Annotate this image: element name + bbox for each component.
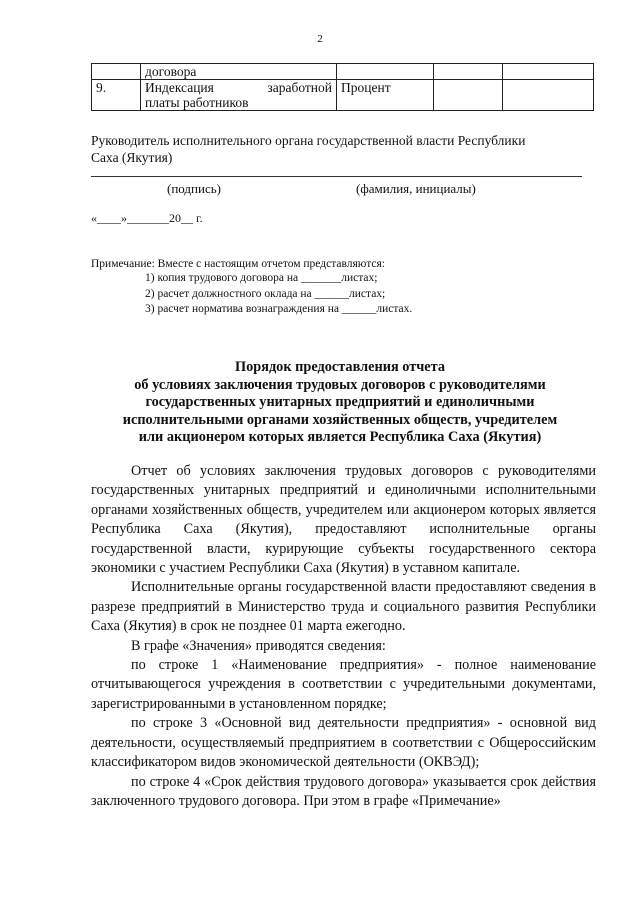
- list-item: 1) копия трудового договора на _______листах;: [145, 272, 378, 284]
- paragraph: по строке 1 «Наименование предприятия» - полное наименование отчитывающегося учреждения в соответствии с учредительными документами, зарегистрированными в установленном порядке;: [91, 657, 596, 712]
- table-cell: договора: [141, 64, 337, 80]
- section-title: Порядок предоставления отчета об условиях заключения трудовых договоров с руководителями государственных унитарных предприятий и единоличными исполнительными органами хозяйственных обществ, учредителем или акционером которых является Республика Саха (Якутия): [122, 359, 558, 445]
- body-text: [91, 462, 596, 811]
- signature-line: [91, 176, 582, 177]
- signature-label: (подпись): [167, 181, 221, 196]
- table-cell: [92, 64, 141, 80]
- list-item: 2) расчет должностного оклада на ______листах;: [145, 287, 386, 300]
- table-cell-unit: Процент: [337, 80, 434, 111]
- table-row: [92, 64, 594, 80]
- table-cell: [503, 80, 594, 111]
- indicators-table: [91, 63, 594, 111]
- indicator-line-1: Индексация заработной: [145, 80, 332, 95]
- list-item: 3) расчет норматива вознаграждения на ______листах.: [145, 303, 413, 315]
- paragraph: Исполнительные органы государственной власти предоставляют сведения в разрезе предприятий в Министерство труда и социального развития Республики Саха (Якутия) в срок не позднее 01 марта ежегодно.: [91, 579, 596, 635]
- note-heading: Примечание: Вместе с настоящим отчетом представляются:: [91, 258, 385, 270]
- indicator-line-2: платы работников: [145, 95, 249, 110]
- paragraph: по строке 4 «Срок действия трудового договора» указывается срок действия заключенного трудового договора. При этом в графе «Примечание»: [91, 773, 596, 809]
- table-cell-number: 9.: [92, 80, 141, 111]
- name-label: (фамилия, инициалы): [356, 181, 476, 196]
- paragraph: В графе «Значения» приводятся сведения:: [131, 637, 386, 654]
- table-cell: [434, 80, 503, 111]
- note-list: [145, 271, 412, 318]
- table-cell: [434, 64, 503, 80]
- signatory-position: Руководитель исполнительного органа государственной власти Республики Саха (Якутия): [91, 133, 526, 165]
- table-cell: [337, 64, 434, 80]
- paragraph: по строке 3 «Основной вид деятельности предприятия» - основной вид деятельности, осуществляемый предприятием в соответствии с Общероссийским классификатором видов экономической деятельности (ОКВЭД);: [91, 715, 596, 771]
- date-field: «____»_______20__ г.: [91, 211, 203, 225]
- table-cell: [503, 64, 594, 80]
- table-cell-indicator: [141, 80, 337, 111]
- table-row: [92, 80, 594, 111]
- page-number: 2: [317, 33, 323, 45]
- paragraph: Отчет об условиях заключения трудовых договоров с руководителями государственных унитарных предприятий и единоличными исполнительными органами хозяйственных обществ, учредителем или акционером которых является Республика Саха (Якутия), предоставляют исполнительные органы государственной власти, курирующие субъекты государственного сектора экономики с участием Республики Саха (Якутия) в уставном капитале.: [91, 463, 596, 577]
